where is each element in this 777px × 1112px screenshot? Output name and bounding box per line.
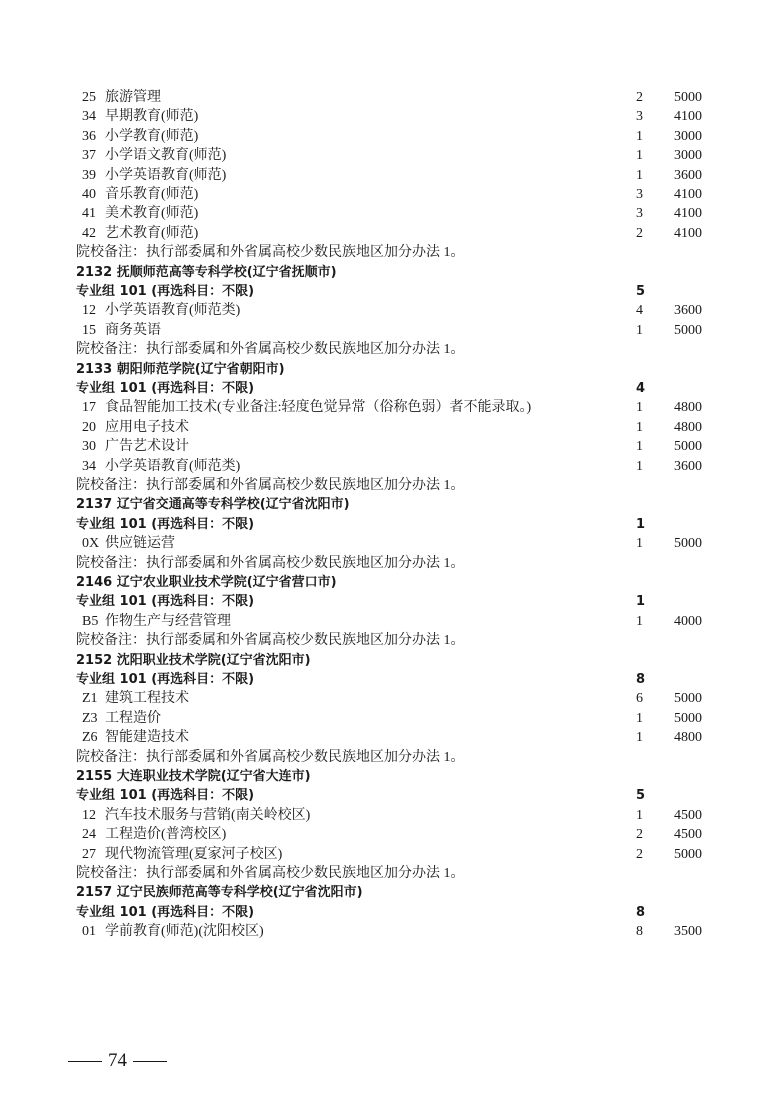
- tuition-fee: 3600: [674, 168, 702, 183]
- tuition-fee: 3600: [674, 303, 702, 318]
- school-header-text: 2157 辽宁民族师范高等专科学校(辽宁省沈阳市): [76, 885, 363, 900]
- school-note-text: 院校备注：执行部委属和外省属高校少数民族地区加分办法 1。: [76, 245, 465, 260]
- tuition-fee: 4100: [674, 187, 702, 202]
- major-name: 小学英语教育(师范类): [105, 303, 241, 318]
- major-group-label: 专业组 101 (再选科目：不限): [76, 594, 255, 609]
- major-row: [0, 204, 777, 223]
- major-name: 小学教育(师范): [105, 129, 199, 144]
- plan-count: 1: [636, 168, 643, 183]
- tuition-fee: 4000: [674, 614, 702, 629]
- plan-count: 2: [636, 90, 643, 105]
- major-group-row: [0, 282, 777, 301]
- plan-count: 1: [636, 711, 643, 726]
- major-row: [0, 457, 777, 476]
- plan-count: 3: [636, 206, 643, 221]
- major-code: 30: [82, 439, 96, 454]
- major-row: [0, 107, 777, 126]
- major-name: 广告艺术设计: [105, 439, 189, 454]
- group-plan-count: 8: [636, 672, 646, 687]
- major-name: 建筑工程技术: [105, 691, 189, 706]
- group-plan-count: 4: [636, 381, 646, 396]
- school-header: [0, 883, 777, 902]
- plan-count: 8: [636, 924, 643, 939]
- school-note: [0, 631, 777, 650]
- tuition-fee: 4500: [674, 808, 702, 823]
- school-note: [0, 748, 777, 767]
- major-row: [0, 806, 777, 825]
- major-name: 现代物流管理(夏家河子校区): [105, 847, 283, 862]
- major-code: 27: [82, 847, 96, 862]
- group-plan-count: 5: [636, 284, 646, 299]
- major-group-row: [0, 592, 777, 611]
- major-group-label: 专业组 101 (再选科目：不限): [76, 672, 255, 687]
- school-header-text: 2133 朝阳师范学院(辽宁省朝阳市): [76, 362, 285, 377]
- major-code: Z3: [82, 711, 98, 726]
- major-group-row: [0, 515, 777, 534]
- major-row: [0, 418, 777, 437]
- tuition-fee: 4800: [674, 730, 702, 745]
- major-name: 汽车技术服务与营销(南关岭校区): [105, 808, 311, 823]
- major-code: 34: [82, 109, 96, 124]
- major-row: [0, 845, 777, 864]
- major-row: [0, 709, 777, 728]
- school-note: [0, 554, 777, 573]
- school-note-text: 院校备注：执行部委属和外省属高校少数民族地区加分办法 1。: [76, 750, 465, 765]
- major-code: B5: [82, 614, 99, 629]
- major-code: 42: [82, 226, 96, 241]
- major-code: 25: [82, 90, 96, 105]
- plan-count: 2: [636, 226, 643, 241]
- major-code: 41: [82, 206, 96, 221]
- major-name: 学前教育(师范)(沈阳校区): [105, 924, 264, 939]
- major-row: [0, 166, 777, 185]
- plan-count: 1: [636, 808, 643, 823]
- tuition-fee: 4100: [674, 226, 702, 241]
- major-code: 12: [82, 303, 96, 318]
- plan-count: 1: [636, 148, 643, 163]
- major-group-row: [0, 786, 777, 805]
- major-code: 40: [82, 187, 96, 202]
- school-note-text: 院校备注：执行部委属和外省属高校少数民族地区加分办法 1。: [76, 478, 465, 493]
- group-plan-count: 1: [636, 594, 646, 609]
- plan-count: 3: [636, 187, 643, 202]
- major-group-label: 专业组 101 (再选科目：不限): [76, 788, 255, 803]
- group-plan-count: 1: [636, 517, 646, 532]
- plan-count: 2: [636, 827, 643, 842]
- tuition-fee: 5000: [674, 847, 702, 862]
- major-name: 小学语文教育(师范): [105, 148, 227, 163]
- major-name: 小学英语教育(师范类): [105, 459, 241, 474]
- major-name: 工程造价: [105, 711, 161, 726]
- major-name: 工程造价(普湾校区): [105, 827, 227, 842]
- major-code: 20: [82, 420, 96, 435]
- major-row: [0, 728, 777, 747]
- tuition-fee: 3500: [674, 924, 702, 939]
- tuition-fee: 3000: [674, 129, 702, 144]
- major-group-row: [0, 379, 777, 398]
- page-number-right-dash: [133, 1061, 167, 1063]
- school-header-text: 2146 辽宁农业职业技术学院(辽宁省营口市): [76, 575, 337, 590]
- major-row: [0, 534, 777, 553]
- major-row: [0, 398, 777, 417]
- major-name: 食品智能加工技术(专业备注:轻度色觉异常（俗称色弱）者不能录取。): [105, 400, 532, 415]
- school-note-text: 院校备注：执行部委属和外省属高校少数民族地区加分办法 1。: [76, 342, 465, 357]
- school-header: [0, 263, 777, 282]
- major-row: [0, 185, 777, 204]
- major-row: [0, 922, 777, 941]
- major-code: 01: [82, 924, 96, 939]
- school-header-text: 2137 辽宁省交通高等专科学校(辽宁省沈阳市): [76, 497, 350, 512]
- school-header: [0, 495, 777, 514]
- major-row: [0, 301, 777, 320]
- major-group-row: [0, 903, 777, 922]
- tuition-fee: 3000: [674, 148, 702, 163]
- major-row: [0, 689, 777, 708]
- major-code: 17: [82, 400, 96, 415]
- major-code: Z6: [82, 730, 98, 745]
- page-number: [62, 1050, 173, 1072]
- school-header: [0, 651, 777, 670]
- tuition-fee: 3600: [674, 459, 702, 474]
- major-code: 0X: [82, 536, 100, 551]
- school-header-text: 2132 抚顺师范高等专科学校(辽宁省抚顺市): [76, 265, 337, 280]
- plan-count: 1: [636, 400, 643, 415]
- plan-count: 6: [636, 691, 643, 706]
- school-header-text: 2152 沈阳职业技术学院(辽宁省沈阳市): [76, 653, 311, 668]
- major-group-label: 专业组 101 (再选科目：不限): [76, 284, 255, 299]
- group-plan-count: 8: [636, 905, 646, 920]
- major-name: 旅游管理: [105, 90, 161, 105]
- major-name: 艺术教育(师范): [105, 226, 199, 241]
- plan-count: 1: [636, 614, 643, 629]
- major-code: 37: [82, 148, 96, 163]
- major-name: 美术教育(师范): [105, 206, 199, 221]
- plan-count: 1: [636, 439, 643, 454]
- major-code: 15: [82, 323, 96, 338]
- plan-count: 1: [636, 536, 643, 551]
- major-name: 音乐教育(师范): [105, 187, 199, 202]
- major-code: Z1: [82, 691, 98, 706]
- school-note-text: 院校备注：执行部委属和外省属高校少数民族地区加分办法 1。: [76, 556, 465, 571]
- major-row: [0, 321, 777, 340]
- plan-count: 1: [636, 129, 643, 144]
- major-group-label: 专业组 101 (再选科目：不限): [76, 905, 255, 920]
- school-header: [0, 360, 777, 379]
- plan-count: 3: [636, 109, 643, 124]
- major-row: [0, 437, 777, 456]
- major-row: [0, 88, 777, 107]
- major-code: 24: [82, 827, 96, 842]
- tuition-fee: 5000: [674, 90, 702, 105]
- major-code: 34: [82, 459, 96, 474]
- tuition-fee: 4100: [674, 206, 702, 221]
- major-name: 智能建造技术: [105, 730, 189, 745]
- major-name: 商务英语: [105, 323, 161, 338]
- page-number-left-dash: [68, 1061, 102, 1063]
- major-row: [0, 146, 777, 165]
- major-row: [0, 224, 777, 243]
- major-row: [0, 127, 777, 146]
- major-group-row: [0, 670, 777, 689]
- major-code: 12: [82, 808, 96, 823]
- tuition-fee: 4500: [674, 827, 702, 842]
- major-row: [0, 612, 777, 631]
- school-note-text: 院校备注：执行部委属和外省属高校少数民族地区加分办法 1。: [76, 633, 465, 648]
- tuition-fee: 5000: [674, 711, 702, 726]
- major-name: 应用电子技术: [105, 420, 189, 435]
- tuition-fee: 5000: [674, 439, 702, 454]
- tuition-fee: 4800: [674, 420, 702, 435]
- school-note: [0, 243, 777, 262]
- major-code: 39: [82, 168, 96, 183]
- plan-count: 1: [636, 730, 643, 745]
- school-note: [0, 340, 777, 359]
- group-plan-count: 5: [636, 788, 646, 803]
- school-header-text: 2155 大连职业技术学院(辽宁省大连市): [76, 769, 311, 784]
- plan-count: 1: [636, 420, 643, 435]
- plan-count: 4: [636, 303, 643, 318]
- plan-count: 1: [636, 459, 643, 474]
- page-number-value: 74: [108, 1050, 127, 1071]
- major-name: 早期教育(师范): [105, 109, 199, 124]
- major-name: 供应链运营: [105, 536, 175, 551]
- major-name: 作物生产与经营管理: [105, 614, 231, 629]
- plan-count: 2: [636, 847, 643, 862]
- school-note: [0, 864, 777, 883]
- major-name: 小学英语教育(师范): [105, 168, 227, 183]
- major-code: 36: [82, 129, 96, 144]
- school-note-text: 院校备注：执行部委属和外省属高校少数民族地区加分办法 1。: [76, 866, 465, 881]
- tuition-fee: 5000: [674, 323, 702, 338]
- tuition-fee: 4800: [674, 400, 702, 415]
- school-header: [0, 573, 777, 592]
- school-note: [0, 476, 777, 495]
- major-group-label: 专业组 101 (再选科目：不限): [76, 381, 255, 396]
- tuition-fee: 5000: [674, 691, 702, 706]
- major-row: [0, 825, 777, 844]
- tuition-fee: 5000: [674, 536, 702, 551]
- tuition-fee: 4100: [674, 109, 702, 124]
- plan-count: 1: [636, 323, 643, 338]
- major-group-label: 专业组 101 (再选科目：不限): [76, 517, 255, 532]
- school-header: [0, 767, 777, 786]
